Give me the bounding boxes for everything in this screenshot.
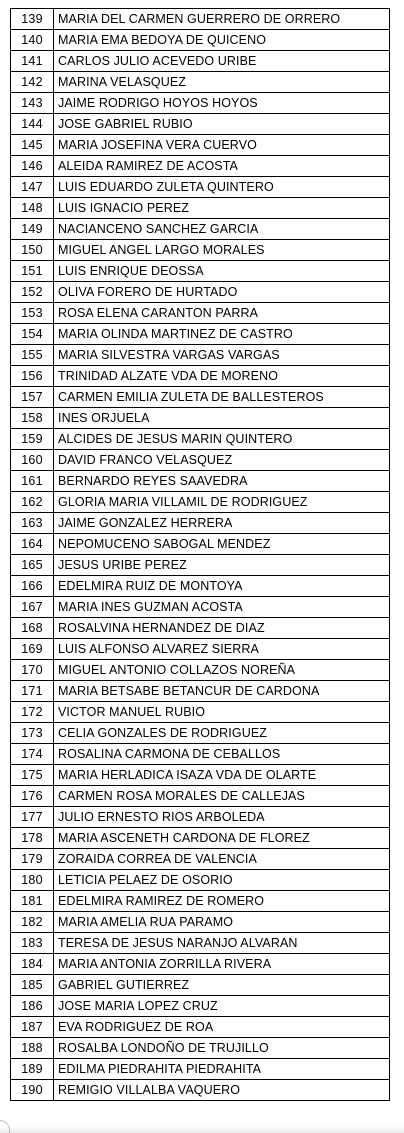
table-row xyxy=(11,408,390,429)
table-row xyxy=(11,975,390,996)
table-row xyxy=(11,534,390,555)
table-row xyxy=(11,933,390,954)
table-row xyxy=(11,597,390,618)
table-row xyxy=(11,1080,390,1101)
row-number-cell: 173 xyxy=(11,723,54,744)
person-name-cell: MARIA INES GUZMAN ACOSTA xyxy=(54,597,390,618)
table-row xyxy=(11,996,390,1017)
row-number-cell: 159 xyxy=(11,429,54,450)
table-row xyxy=(11,282,390,303)
person-name-cell: JOSE GABRIEL RUBIO xyxy=(54,114,390,135)
person-name-cell: CARMEN ROSA MORALES DE CALLEJAS xyxy=(54,786,390,807)
person-name-cell: JAIME GONZALEZ HERRERA xyxy=(54,513,390,534)
person-name-cell: LUIS EDUARDO ZULETA QUINTERO xyxy=(54,177,390,198)
person-name-cell: MARIA OLINDA MARTINEZ DE CASTRO xyxy=(54,324,390,345)
person-name-cell: CELIA GONZALES DE RODRIGUEZ xyxy=(54,723,390,744)
row-number-cell: 165 xyxy=(11,555,54,576)
table-row xyxy=(11,849,390,870)
person-name-cell: INES ORJUELA xyxy=(54,408,390,429)
person-name-cell: BERNARDO REYES SAAVEDRA xyxy=(54,471,390,492)
table-row xyxy=(11,156,390,177)
person-name-cell: MARINA VELASQUEZ xyxy=(54,72,390,93)
row-number-cell: 188 xyxy=(11,1038,54,1059)
table-row xyxy=(11,807,390,828)
person-name-cell: MIGUEL ANGEL LARGO MORALES xyxy=(54,240,390,261)
person-name-cell: ROSALINA CARMONA DE CEBALLOS xyxy=(54,744,390,765)
person-name-cell: ALEIDA RAMIREZ DE ACOSTA xyxy=(54,156,390,177)
row-number-cell: 180 xyxy=(11,870,54,891)
table-row xyxy=(11,954,390,975)
row-number-cell: 162 xyxy=(11,492,54,513)
table-row xyxy=(11,324,390,345)
person-name-cell: MARIA ASCENETH CARDONA DE FLOREZ xyxy=(54,828,390,849)
table-row xyxy=(11,177,390,198)
person-name-cell: GLORIA MARIA VILLAMIL DE RODRIGUEZ xyxy=(54,492,390,513)
person-name-cell: LUIS IGNACIO PEREZ xyxy=(54,198,390,219)
table-row xyxy=(11,492,390,513)
person-name-cell: MARIA BETSABE BETANCUR DE CARDONA xyxy=(54,681,390,702)
row-number-cell: 156 xyxy=(11,366,54,387)
person-name-cell: MARIA DEL CARMEN GUERRERO DE ORRERO xyxy=(54,9,390,30)
person-name-cell: ROSALVINA HERNANDEZ DE DIAZ xyxy=(54,618,390,639)
table-row xyxy=(11,366,390,387)
row-number-cell: 168 xyxy=(11,618,54,639)
row-number-cell: 144 xyxy=(11,114,54,135)
table-row xyxy=(11,1017,390,1038)
table-row xyxy=(11,135,390,156)
person-name-cell: DAVID FRANCO VELASQUEZ xyxy=(54,450,390,471)
person-name-cell: OLIVA FORERO DE HURTADO xyxy=(54,282,390,303)
row-number-cell: 187 xyxy=(11,1017,54,1038)
row-number-cell: 148 xyxy=(11,198,54,219)
table-row xyxy=(11,261,390,282)
row-number-cell: 169 xyxy=(11,639,54,660)
person-name-cell: MARIA HERLADICA ISAZA VDA DE OLARTE xyxy=(54,765,390,786)
table-row xyxy=(11,639,390,660)
table-row xyxy=(11,681,390,702)
person-name-cell: NEPOMUCENO SABOGAL MENDEZ xyxy=(54,534,390,555)
table-row xyxy=(11,618,390,639)
row-number-cell: 176 xyxy=(11,786,54,807)
row-number-cell: 178 xyxy=(11,828,54,849)
table-row xyxy=(11,30,390,51)
row-number-cell: 182 xyxy=(11,912,54,933)
table-row xyxy=(11,429,390,450)
table-row xyxy=(11,870,390,891)
person-name-cell: JAIME RODRIGO HOYOS HOYOS xyxy=(54,93,390,114)
person-name-cell: REMIGIO VILLALBA VAQUERO xyxy=(54,1080,390,1101)
table-row xyxy=(11,912,390,933)
table-row xyxy=(11,828,390,849)
person-name-cell: EVA RODRIGUEZ DE ROA xyxy=(54,1017,390,1038)
table-row xyxy=(11,786,390,807)
row-number-cell: 170 xyxy=(11,660,54,681)
row-number-cell: 174 xyxy=(11,744,54,765)
row-number-cell: 145 xyxy=(11,135,54,156)
person-name-cell: CARMEN EMILIA ZULETA DE BALLESTEROS xyxy=(54,387,390,408)
person-name-cell: EDELMIRA RAMIREZ DE ROMERO xyxy=(54,891,390,912)
person-name-cell: ROSALBA LONDOÑO DE TRUJILLO xyxy=(54,1038,390,1059)
row-number-cell: 181 xyxy=(11,891,54,912)
person-name-cell: LUIS ENRIQUE DEOSSA xyxy=(54,261,390,282)
table-row xyxy=(11,513,390,534)
table-row xyxy=(11,576,390,597)
table-row xyxy=(11,555,390,576)
table-row xyxy=(11,1038,390,1059)
row-number-cell: 141 xyxy=(11,51,54,72)
person-name-cell: JOSE MARIA LOPEZ CRUZ xyxy=(54,996,390,1017)
row-number-cell: 183 xyxy=(11,933,54,954)
row-number-cell: 185 xyxy=(11,975,54,996)
row-number-cell: 164 xyxy=(11,534,54,555)
row-number-cell: 158 xyxy=(11,408,54,429)
row-number-cell: 166 xyxy=(11,576,54,597)
row-number-cell: 179 xyxy=(11,849,54,870)
person-name-cell: LETICIA PELAEZ DE OSORIO xyxy=(54,870,390,891)
row-number-cell: 151 xyxy=(11,261,54,282)
row-number-cell: 167 xyxy=(11,597,54,618)
row-number-cell: 157 xyxy=(11,387,54,408)
row-number-cell: 153 xyxy=(11,303,54,324)
row-number-cell: 142 xyxy=(11,72,54,93)
row-number-cell: 177 xyxy=(11,807,54,828)
table-row xyxy=(11,1059,390,1080)
row-number-cell: 154 xyxy=(11,324,54,345)
person-name-cell: VICTOR MANUEL RUBIO xyxy=(54,702,390,723)
table-row xyxy=(11,471,390,492)
row-number-cell: 149 xyxy=(11,219,54,240)
person-name-cell: JESUS URIBE PEREZ xyxy=(54,555,390,576)
person-name-cell: MARIA JOSEFINA VERA CUERVO xyxy=(54,135,390,156)
table-row xyxy=(11,219,390,240)
table-row xyxy=(11,723,390,744)
row-number-cell: 186 xyxy=(11,996,54,1017)
row-number-cell: 163 xyxy=(11,513,54,534)
table-row xyxy=(11,387,390,408)
person-name-cell: MIGUEL ANTONIO COLLAZOS NOREÑA xyxy=(54,660,390,681)
table-row xyxy=(11,240,390,261)
table-row xyxy=(11,660,390,681)
table-row xyxy=(11,51,390,72)
row-number-cell: 161 xyxy=(11,471,54,492)
row-number-cell: 140 xyxy=(11,30,54,51)
person-name-cell: ROSA ELENA CARANTON PARRA xyxy=(54,303,390,324)
table-row xyxy=(11,702,390,723)
table-row xyxy=(11,303,390,324)
person-name-cell: JULIO ERNESTO RIOS ARBOLEDA xyxy=(54,807,390,828)
row-number-cell: 152 xyxy=(11,282,54,303)
page-bottom-edge xyxy=(0,1126,404,1133)
person-name-cell: TERESA DE JESUS NARANJO ALVARAN xyxy=(54,933,390,954)
table-row xyxy=(11,9,390,30)
table-row xyxy=(11,450,390,471)
row-number-cell: 139 xyxy=(11,9,54,30)
person-name-cell: EDILMA PIEDRAHITA PIEDRAHITA xyxy=(54,1059,390,1080)
row-number-cell: 171 xyxy=(11,681,54,702)
table-row xyxy=(11,72,390,93)
person-name-cell: ZORAIDA CORREA DE VALENCIA xyxy=(54,849,390,870)
row-number-cell: 143 xyxy=(11,93,54,114)
table-row xyxy=(11,765,390,786)
person-name-cell: MARIA EMA BEDOYA DE QUICENO xyxy=(54,30,390,51)
row-number-cell: 155 xyxy=(11,345,54,366)
table-row xyxy=(11,891,390,912)
names-table xyxy=(10,8,390,1101)
person-name-cell: TRINIDAD ALZATE VDA DE MORENO xyxy=(54,366,390,387)
person-name-cell: MARIA SILVESTRA VARGAS VARGAS xyxy=(54,345,390,366)
row-number-cell: 147 xyxy=(11,177,54,198)
table-row xyxy=(11,744,390,765)
person-name-cell: ALCIDES DE JESUS MARIN QUINTERO xyxy=(54,429,390,450)
names-table-body xyxy=(11,9,390,1101)
person-name-cell: CARLOS JULIO ACEVEDO URIBE xyxy=(54,51,390,72)
row-number-cell: 160 xyxy=(11,450,54,471)
table-row xyxy=(11,114,390,135)
person-name-cell: MARIA ANTONIA ZORRILLA RIVERA xyxy=(54,954,390,975)
row-number-cell: 172 xyxy=(11,702,54,723)
row-number-cell: 175 xyxy=(11,765,54,786)
row-number-cell: 189 xyxy=(11,1059,54,1080)
person-name-cell: LUIS ALFONSO ALVAREZ SIERRA xyxy=(54,639,390,660)
person-name-cell: NACIANCENO SANCHEZ GARCIA xyxy=(54,219,390,240)
page-curl-icon xyxy=(0,1120,10,1133)
row-number-cell: 190 xyxy=(11,1080,54,1101)
person-name-cell: MARIA AMELIA RUA PARAMO xyxy=(54,912,390,933)
row-number-cell: 150 xyxy=(11,240,54,261)
table-row xyxy=(11,93,390,114)
row-number-cell: 146 xyxy=(11,156,54,177)
table-row xyxy=(11,198,390,219)
person-name-cell: GABRIEL GUTIERREZ xyxy=(54,975,390,996)
person-name-cell: EDELMIRA RUIZ DE MONTOYA xyxy=(54,576,390,597)
row-number-cell: 184 xyxy=(11,954,54,975)
table-row xyxy=(11,345,390,366)
